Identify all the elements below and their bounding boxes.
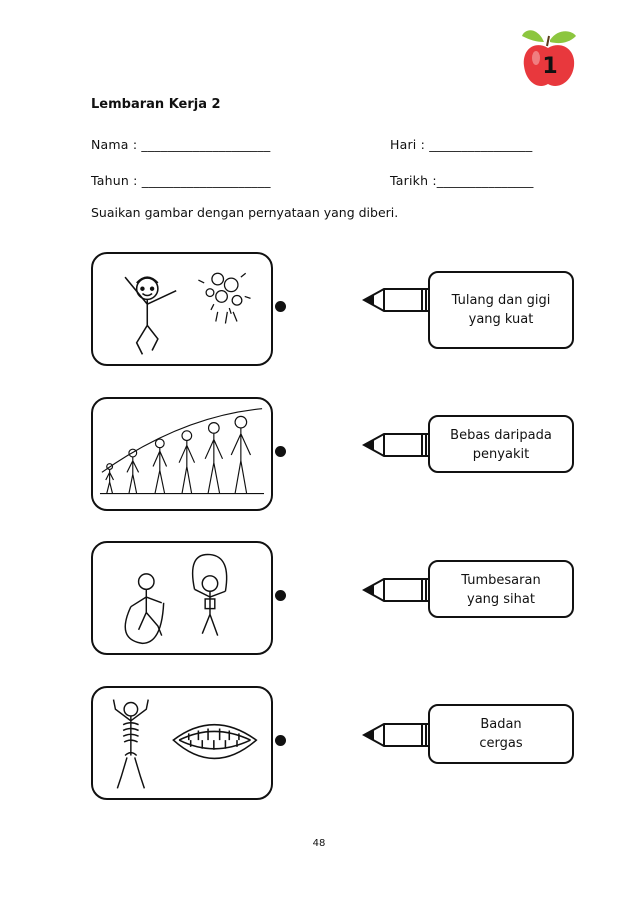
nama-field[interactable]: Nama : ____________________	[91, 137, 271, 152]
statement-2-line-1: Bebas daripada	[450, 428, 552, 443]
apple-badge-icon	[520, 24, 578, 92]
bacteria-icon	[198, 273, 250, 323]
jumping-boy-icon	[93, 254, 271, 364]
tahun-field[interactable]: Tahun : ____________________	[91, 173, 271, 188]
growth-stages-icon	[93, 399, 271, 509]
picture-box-4	[91, 686, 273, 800]
picture-box-2	[91, 397, 273, 511]
pencil-icon	[362, 573, 436, 607]
match-dot-1[interactable]	[275, 301, 286, 312]
skipping-rope-icon	[93, 543, 271, 653]
badge-number: 1	[542, 54, 558, 79]
statement-box-2	[428, 415, 574, 473]
picture-box-3	[91, 541, 273, 655]
match-dot-4[interactable]	[275, 735, 286, 746]
statement-1-line-2: yang kuat	[468, 312, 534, 327]
skeleton-and-teeth-icon	[93, 688, 271, 798]
statement-3-line-1: Tumbesaran	[461, 573, 541, 588]
match-dot-2[interactable]	[275, 446, 286, 457]
statement-4-line-2: cergas	[479, 736, 523, 751]
pencil-icon	[362, 283, 436, 317]
statement-box-3	[428, 560, 574, 618]
picture-box-1	[91, 252, 273, 366]
statement-1-line-1: Tulang dan gigi	[451, 293, 551, 308]
hari-field[interactable]: Hari : ________________	[390, 137, 533, 152]
teeth-icon	[173, 725, 256, 759]
worksheet-heading: Lembaran Kerja 2	[91, 97, 221, 112]
statement-box-1	[428, 271, 574, 349]
page-number: 48	[312, 838, 326, 849]
match-dot-3[interactable]	[275, 590, 286, 601]
statement-4-line-1: Badan	[480, 717, 522, 732]
pencil-icon	[362, 718, 436, 752]
instruction-text: Suaikan gambar dengan pernyataan yang diberi.	[91, 205, 399, 220]
statement-3-line-2: yang sihat	[467, 592, 535, 607]
tarikh-field[interactable]: Tarikh :_______________	[390, 173, 534, 188]
pencil-icon	[362, 428, 436, 462]
statement-2-line-2: penyakit	[472, 447, 530, 462]
statement-box-4	[428, 704, 574, 764]
